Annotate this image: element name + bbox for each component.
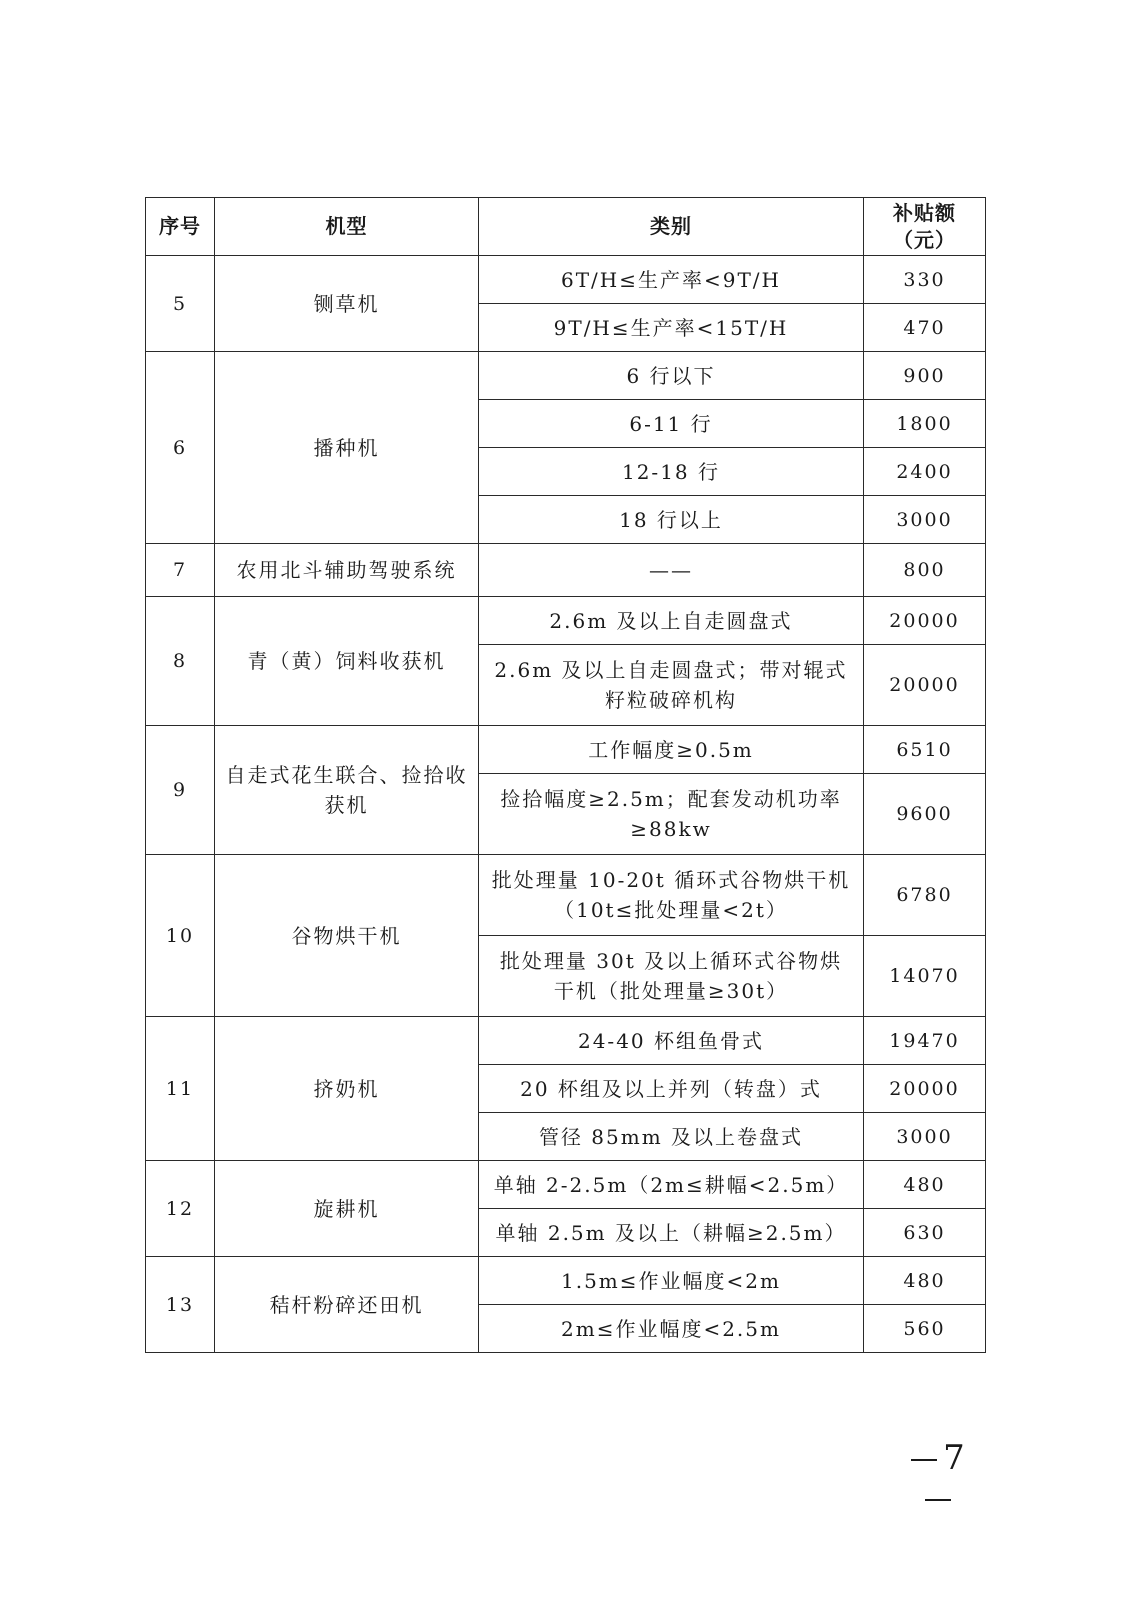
cell-category: 6 行以下: [479, 352, 864, 400]
subsidy-table: [145, 197, 986, 1353]
header-amount: [864, 198, 986, 256]
cell-model: 秸杆粉碎还田机: [215, 1257, 479, 1353]
cell-model: 铡草机: [215, 256, 479, 352]
page-number-value: 7: [943, 1438, 971, 1478]
cell-amount: 20000: [864, 645, 986, 726]
cell-category: 单轴 2-2.5m（2m≤耕幅<2.5m）: [479, 1161, 864, 1209]
table-row: [146, 726, 986, 774]
cell-amount: 14070: [864, 936, 986, 1017]
table-row: [146, 256, 986, 304]
cell-amount: 3000: [864, 496, 986, 544]
cell-amount: 800: [864, 544, 986, 597]
cell-amount: 630: [864, 1209, 986, 1257]
cell-seq: 11: [146, 1017, 215, 1161]
cell-model: 农用北斗辅助驾驶系统: [215, 544, 479, 597]
cell-seq: 13: [146, 1257, 215, 1353]
cell-amount: 2400: [864, 448, 986, 496]
cell-amount: 20000: [864, 597, 986, 645]
cell-amount: 330: [864, 256, 986, 304]
cell-category: 20 杯组及以上并列（转盘）式: [479, 1065, 864, 1113]
cell-amount: 480: [864, 1161, 986, 1209]
table-row: [146, 855, 986, 936]
header-amount-line2: （元）: [893, 227, 956, 252]
table-row: [146, 1257, 986, 1305]
cell-category: 9T/H≤生产率<15T/H: [479, 304, 864, 352]
cell-amount: 480: [864, 1257, 986, 1305]
table-row: [146, 352, 986, 400]
cell-category: 2m≤作业幅度<2.5m: [479, 1305, 864, 1353]
cell-amount: 9600: [864, 774, 986, 855]
cell-amount: 20000: [864, 1065, 986, 1113]
cell-model: 青（黄）饲料收获机: [215, 597, 479, 726]
table-row: [146, 1161, 986, 1209]
cell-category: 工作幅度≥0.5m: [479, 726, 864, 774]
table-header-row: [146, 198, 986, 256]
page-number-dash-left: [911, 1459, 937, 1461]
table-row: [146, 597, 986, 645]
cell-amount: 1800: [864, 400, 986, 448]
cell-category: 批处理量 10-20t 循环式谷物烘干机（10t≤批处理量<2t）: [479, 855, 864, 936]
table-row: [146, 544, 986, 597]
cell-model: 自走式花生联合、捡拾收获机: [215, 726, 479, 855]
cell-model: 旋耕机: [215, 1161, 479, 1257]
cell-amount: 19470: [864, 1017, 986, 1065]
header-amount-line1: 补贴额: [893, 200, 956, 225]
cell-seq: 7: [146, 544, 215, 597]
cell-category: ——: [479, 544, 864, 597]
cell-model: 谷物烘干机: [215, 855, 479, 1017]
cell-category: 捡拾幅度≥2.5m；配套发动机功率≥88kw: [479, 774, 864, 855]
cell-amount: 560: [864, 1305, 986, 1353]
cell-amount: 900: [864, 352, 986, 400]
cell-category: 12-18 行: [479, 448, 864, 496]
cell-category: 18 行以上: [479, 496, 864, 544]
cell-category: 2.6m 及以上自走圆盘式；带对辊式籽粒破碎机构: [479, 645, 864, 726]
cell-seq: 8: [146, 597, 215, 726]
page-number: [888, 1438, 988, 1518]
page-number-dash-right: [925, 1499, 951, 1501]
cell-seq: 12: [146, 1161, 215, 1257]
cell-seq: 6: [146, 352, 215, 544]
cell-category: 2.6m 及以上自走圆盘式: [479, 597, 864, 645]
cell-seq: 10: [146, 855, 215, 1017]
cell-category: 24-40 杯组鱼骨式: [479, 1017, 864, 1065]
cell-amount: 6510: [864, 726, 986, 774]
cell-model: 挤奶机: [215, 1017, 479, 1161]
cell-category: 6-11 行: [479, 400, 864, 448]
cell-amount: 3000: [864, 1113, 986, 1161]
header-category: 类别: [479, 198, 864, 256]
cell-amount: 470: [864, 304, 986, 352]
cell-amount: 6780: [864, 855, 986, 936]
cell-category: 1.5m≤作业幅度<2m: [479, 1257, 864, 1305]
cell-category: 管径 85mm 及以上卷盘式: [479, 1113, 864, 1161]
header-model: 机型: [215, 198, 479, 256]
cell-model: 播种机: [215, 352, 479, 544]
header-seq: 序号: [146, 198, 215, 256]
table-row: [146, 1017, 986, 1065]
cell-category: 单轴 2.5m 及以上（耕幅≥2.5m）: [479, 1209, 864, 1257]
cell-seq: 9: [146, 726, 215, 855]
cell-category: 6T/H≤生产率<9T/H: [479, 256, 864, 304]
cell-seq: 5: [146, 256, 215, 352]
cell-category: 批处理量 30t 及以上循环式谷物烘干机（批处理量≥30t）: [479, 936, 864, 1017]
